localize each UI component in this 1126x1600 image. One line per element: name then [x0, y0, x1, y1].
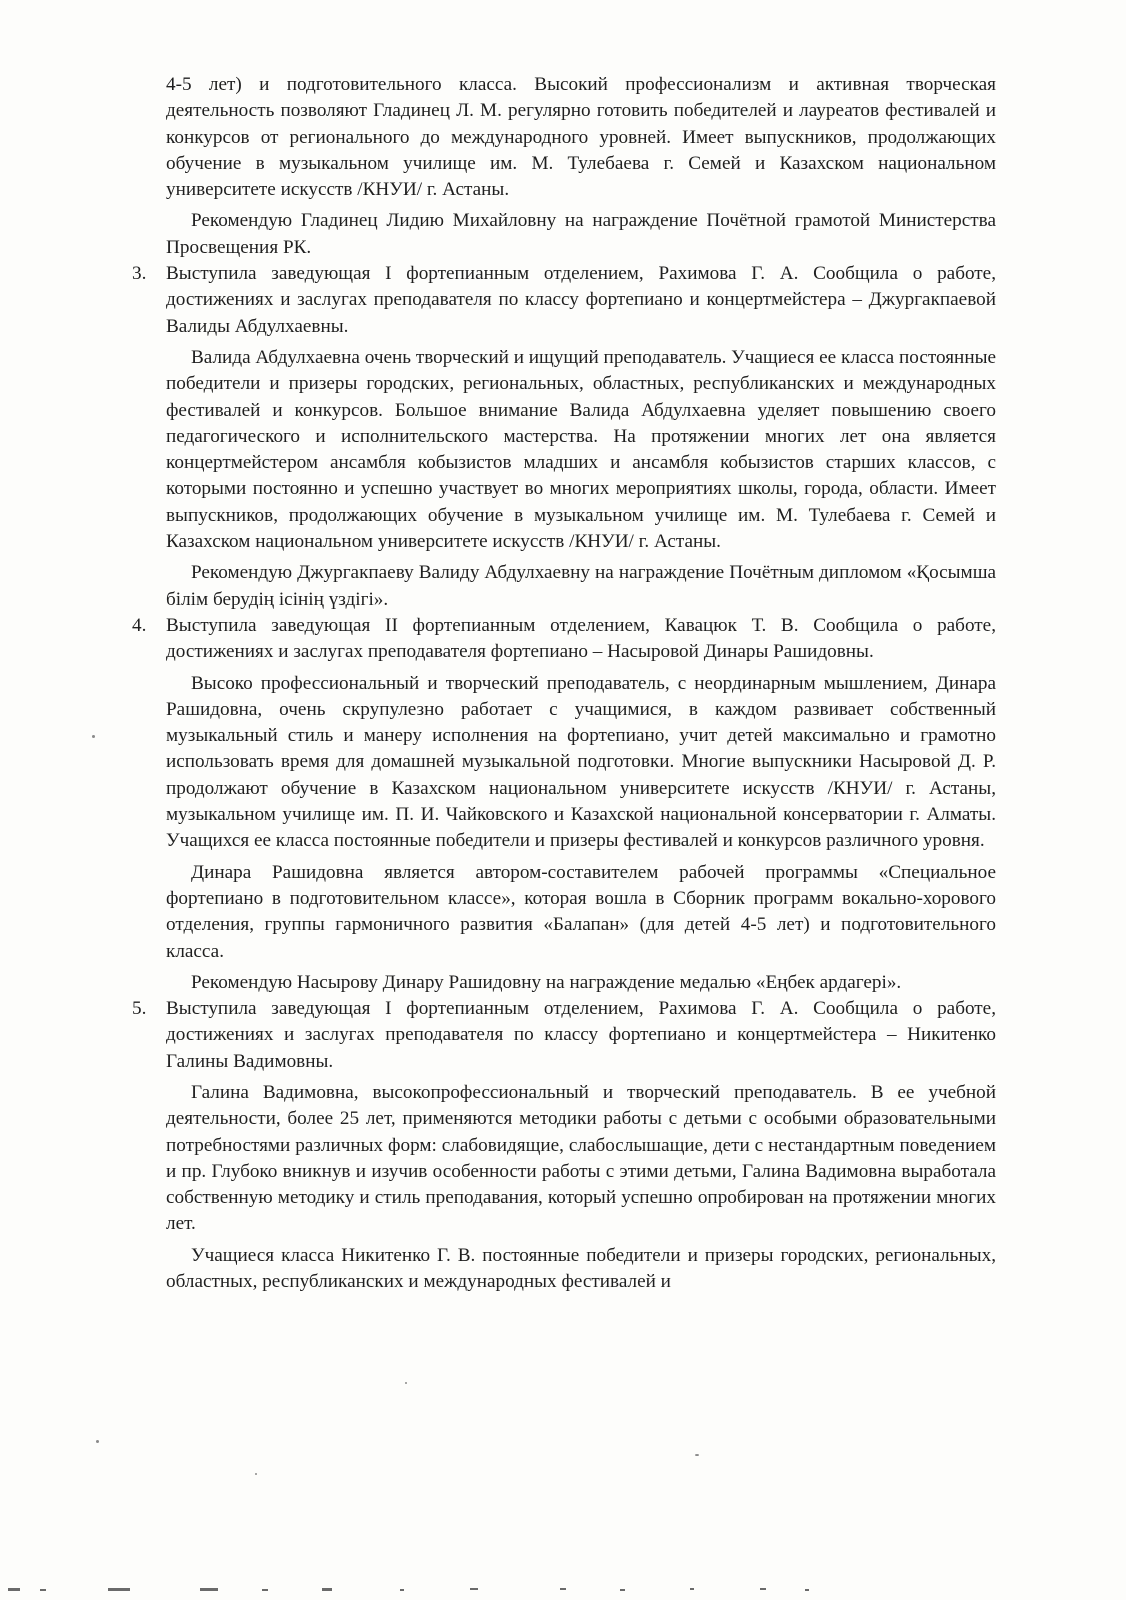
scan-speck [96, 1440, 99, 1443]
item-number: 3. [132, 263, 147, 285]
scan-bottom-artifacts [0, 1582, 1126, 1596]
list-item-4 [132, 613, 996, 996]
item-recommendation-paragraph: Рекомендую Насырову Динару Рашидовну на награждение медалью «Еңбек ардагері». [191, 971, 902, 993]
item-students-paragraph: Учащиеся класса Никитенко Г. В. постоянные победители и призеры городских, региональных, областных, республиканских и международных фестивалей и [166, 1244, 996, 1293]
item-program-paragraph: Динара Рашидовна является автором-составителем рабочей программы «Специальное фортепиано в подготовительном классе», которая вошла в Сборник программ вокально-хорового отделения, группы гармоничного развития «Балапан» (для детей 4-5 лет) и подготовительного класса. [166, 861, 996, 962]
item-speaker-paragraph: Выступила заведующая II фортепианным отделением, Кавацюк Т. В. Сообщила о работе, достижениях и заслугах преподавателя фортепиано – Насыровой Динары Рашидовны. [166, 614, 996, 663]
item-number: 4. [132, 614, 147, 636]
intro-paragraph: 4-5 лет) и подготовительного класса. Высокий профессионализм и активная творческая деятельность позволяют Гладинец Л. М. регулярно готовить победителей и лауреатов фестивалей и конкурсов от регионального до международного уровней. Имеет выпускников, продолжающих обучение в музыкальном училище им. М. Тулебаева г. Семей и Казахском национальном университете искусств /КНУИ/ г. Астаны. [166, 74, 996, 201]
item-speaker-paragraph: Выступила заведующая I фортепианным отделением, Рахимова Г. А. Сообщила о работе, достижениях и заслугах преподавателя по классу фортепиано и концертмейстера – Никитенко Галины Вадимовны. [166, 998, 996, 1072]
intro-recommendation: Рекомендую Гладинец Лидию Михайловну на награждение Почётной грамотой Министерства Просвещения РК. [166, 210, 996, 258]
scan-speck [255, 1473, 257, 1475]
item-description-paragraph: Галина Вадимовна, высокопрофессиональный и творческий преподаватель. В ее учебной деятельности, более 25 лет, применяются методики работы с детьми с особыми образовательными потребностями различных форм: слабовидящие, слабослышащие, дети с нестандартным поведением и пр. Глубоко вникнув и изучив особенности работы с этими детьми, Галина Вадимовна выработала собственную методику и стиль преподавания, который успешно опробирован на протяжении многих лет. [166, 1081, 996, 1235]
list-item-5 [132, 996, 996, 1295]
item-description-paragraph: Высоко профессиональный и творческий преподаватель, с неординарным мышлением, Динара Рашидовна, очень скрупулезно работает с учащимися, в каждом развивает собственный музыкальный стиль и манеру исполнения на фортепиано, учит детей максимально и грамотно использовать время для домашней музыкальной подготовки. Многие выпускники Насыровой Д. Р. продолжают обучение в Казахском национальном университете искусств /КНУИ/ г. Астаны, музыкальном училище им. П. И. Чайковского и Казахской национальной консерватории г. Алматы. Учащихся ее класса постоянные победители и призеры фестивалей и конкурсов различного уровня. [166, 672, 996, 852]
item-number: 5. [132, 998, 147, 1020]
scan-speck [405, 1382, 407, 1384]
list-item-3 [132, 261, 996, 613]
scan-speck [695, 1454, 699, 1456]
document-body [132, 72, 996, 1295]
item-speaker-paragraph: Выступила заведующая I фортепианным отделением, Рахимова Г. А. Сообщила о работе, достижениях и заслугах преподавателя по классу фортепиано и концертмейстера – Джургакпаевой Валиды Абдулхаевны. [166, 263, 996, 337]
item-description-paragraph: Валида Абдулхаевна очень творческий и ищущий преподаватель. Учащиеся ее класса постоянные победители и призеры городских, региональных, областных, республиканских и международных фестивалей и конкурсов. Большое внимание Валида Абдулхаевна уделяет повышению своего педагогического и исполнительского мастерства. На протяжении многих лет она является концертмейстером ансамбля кобызистов младших и ансамбля кобызистов старших классов, с которыми постоянно и успешно участвует во многих мероприятиях школы, города, области. Имеет выпускников, продолжающих обучение в музыкальном училище им. М. Тулебаева г. Семей и Казахском национальном университете искусств /КНУИ/ г. Астаны. [166, 346, 996, 553]
scan-speck [92, 735, 95, 738]
item-recommendation-paragraph: Рекомендую Джургакпаеву Валиду Абдулхаевну на награждение Почётным дипломом «Қосымша білім берудің ісінің үздігі». [166, 562, 996, 610]
